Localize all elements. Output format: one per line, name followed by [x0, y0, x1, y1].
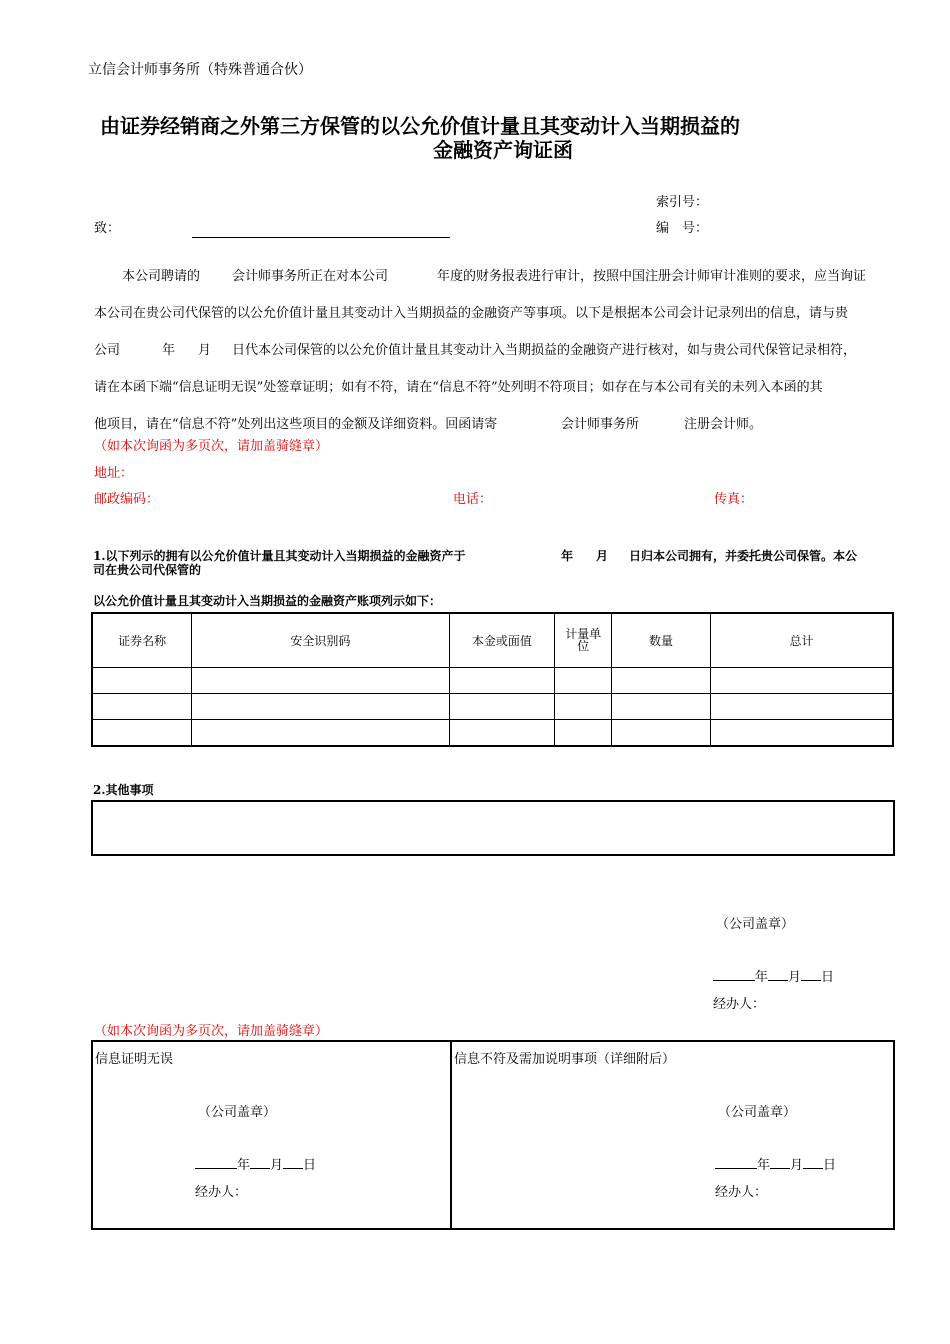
handler-label: 经办人： — [713, 997, 766, 1012]
month-label: 月 — [788, 970, 802, 985]
section1-heading-year: 年 — [561, 549, 574, 563]
month-blank[interactable] — [250, 1156, 270, 1169]
year-blank[interactable] — [195, 1156, 237, 1169]
index-number-label: 索引号： — [656, 195, 709, 210]
section1-heading-b: 日归本公司拥有，并委托贵公司保管。本公 — [629, 549, 858, 563]
section2-heading: 2.其他事项 — [93, 783, 154, 797]
postcode-label: 邮政编码： — [94, 492, 160, 507]
day-label: 日 — [823, 1158, 837, 1173]
recipient-line — [192, 237, 450, 238]
year-label: 年 — [757, 1158, 771, 1173]
left-date — [195, 1154, 316, 1173]
fax-label: 传真： — [714, 492, 754, 507]
col-principal: 本金或面值 — [449, 613, 555, 667]
year-blank[interactable] — [715, 1156, 757, 1169]
body-line4: 请在本函下端“信息证明无误”处签章证明；如有不符，请在“信息不符”处列明不符项目；如存在与本公司有关的未列入本函的其 — [94, 380, 823, 395]
body-line5-c: 注册会计师。 — [684, 417, 763, 432]
day-label: 日 — [821, 970, 835, 985]
serial-number-label: 编 号： — [656, 221, 709, 236]
body-line2: 本公司在贵公司代保管的以公允价值计量且其变动计入当期损益的金融资产等事项。以下是根据本公司会计记录列出的信息，请与贵 — [94, 306, 849, 321]
confirmation-divider — [450, 1042, 452, 1228]
body-line3-a: 公司 — [94, 343, 121, 358]
table-cell[interactable] — [612, 720, 711, 746]
section1-heading-line2: 司在贵公司代保管的 — [93, 563, 202, 577]
col-unit: 计量单位 — [555, 613, 612, 667]
col-total: 总计 — [710, 613, 893, 667]
day-label: 日 — [303, 1158, 317, 1173]
table-cell[interactable] — [192, 667, 449, 693]
body-line1-a: 本公司聘请的 — [122, 269, 201, 284]
table-cell[interactable] — [555, 720, 612, 746]
body-line3-c: 月 — [198, 343, 212, 358]
year-label: 年 — [755, 970, 769, 985]
right-date — [715, 1154, 836, 1173]
day-blank[interactable] — [803, 1156, 823, 1169]
col-security-id: 安全识别码 — [192, 613, 449, 667]
title-line-1: 由证券经销商之外第三方保管的以公允价值计量且其变动计入当期损益的 — [100, 114, 740, 138]
table-cell[interactable] — [192, 720, 449, 746]
table-cell[interactable] — [555, 667, 612, 693]
body-line1-c: 年度的财务报表进行审计，按照中国注册会计师审计准则的要求，应当询证 — [437, 269, 867, 284]
signature-date — [713, 966, 834, 985]
body-line1-b: 会计师事务所正在对本公司 — [232, 269, 389, 284]
table-row — [92, 694, 893, 720]
info-mismatch-title: 信息不符及需加说明事项（详细附后） — [454, 1052, 676, 1067]
day-blank[interactable] — [801, 968, 821, 981]
seal-note-2: （如本次询函为多页次，请加盖骑缝章） — [94, 1024, 329, 1039]
left-handler-label: 经办人： — [195, 1185, 248, 1200]
other-matters-box[interactable] — [91, 800, 895, 856]
body-line3-d: 日代本公司保管的以公允价值计量且其变动计入当期损益的金融资产进行核对，如与贵公司代保管记录相符， — [232, 343, 857, 358]
body-line5-b: 会计师事务所 — [561, 417, 640, 432]
phone-label: 电话： — [453, 492, 493, 507]
table-cell[interactable] — [710, 694, 893, 720]
section1-heading-a: 1.以下列示的拥有以公允价值计量且其变动计入当期损益的金融资产于 — [93, 549, 466, 563]
table-cell[interactable] — [449, 720, 555, 746]
confirmation-box — [91, 1040, 895, 1230]
company-seal-label: （公司盖章） — [716, 917, 795, 932]
section1-heading-month: 月 — [596, 549, 609, 563]
table-cell[interactable] — [192, 694, 449, 720]
col-security-name: 证券名称 — [92, 613, 192, 667]
month-label: 月 — [790, 1158, 804, 1173]
table-cell[interactable] — [92, 667, 192, 693]
table-header-row — [92, 613, 893, 667]
table-cell[interactable] — [449, 667, 555, 693]
title-line-2: 金融资产询证函 — [433, 138, 573, 162]
table-cell[interactable] — [710, 720, 893, 746]
right-seal-label: （公司盖章） — [718, 1105, 797, 1120]
body-line5-a: 他项目，请在“信息不符”处列出这些项目的金额及详细资料。回函请寄 — [94, 417, 498, 432]
seal-note: （如本次询函为多页次，请加盖骑缝章） — [94, 439, 329, 454]
year-blank[interactable] — [713, 968, 755, 981]
right-handler-label: 经办人： — [715, 1185, 768, 1200]
securities-table — [91, 612, 894, 747]
body-line3-b: 年 — [162, 343, 176, 358]
table-cell[interactable] — [612, 694, 711, 720]
firm-name: 立信会计师事务所（特殊普通合伙） — [88, 62, 312, 78]
table-cell[interactable] — [92, 720, 192, 746]
table-row — [92, 667, 893, 693]
left-seal-label: （公司盖章） — [198, 1105, 277, 1120]
table-cell[interactable] — [449, 694, 555, 720]
address-label: 地址： — [94, 466, 134, 481]
month-blank[interactable] — [770, 1156, 790, 1169]
table-cell[interactable] — [555, 694, 612, 720]
year-label: 年 — [237, 1158, 251, 1173]
col-quantity: 数量 — [612, 613, 711, 667]
month-label: 月 — [270, 1158, 284, 1173]
table-cell[interactable] — [612, 667, 711, 693]
day-blank[interactable] — [283, 1156, 303, 1169]
info-correct-title: 信息证明无误 — [95, 1052, 174, 1067]
month-blank[interactable] — [768, 968, 788, 981]
recipient-label: 致： — [94, 221, 121, 236]
table-cell[interactable] — [92, 694, 192, 720]
section1-subheading: 以公允价值计量且其变动计入当期损益的金融资产账项列示如下： — [93, 594, 442, 608]
table-row — [92, 720, 893, 746]
table-cell[interactable] — [710, 667, 893, 693]
